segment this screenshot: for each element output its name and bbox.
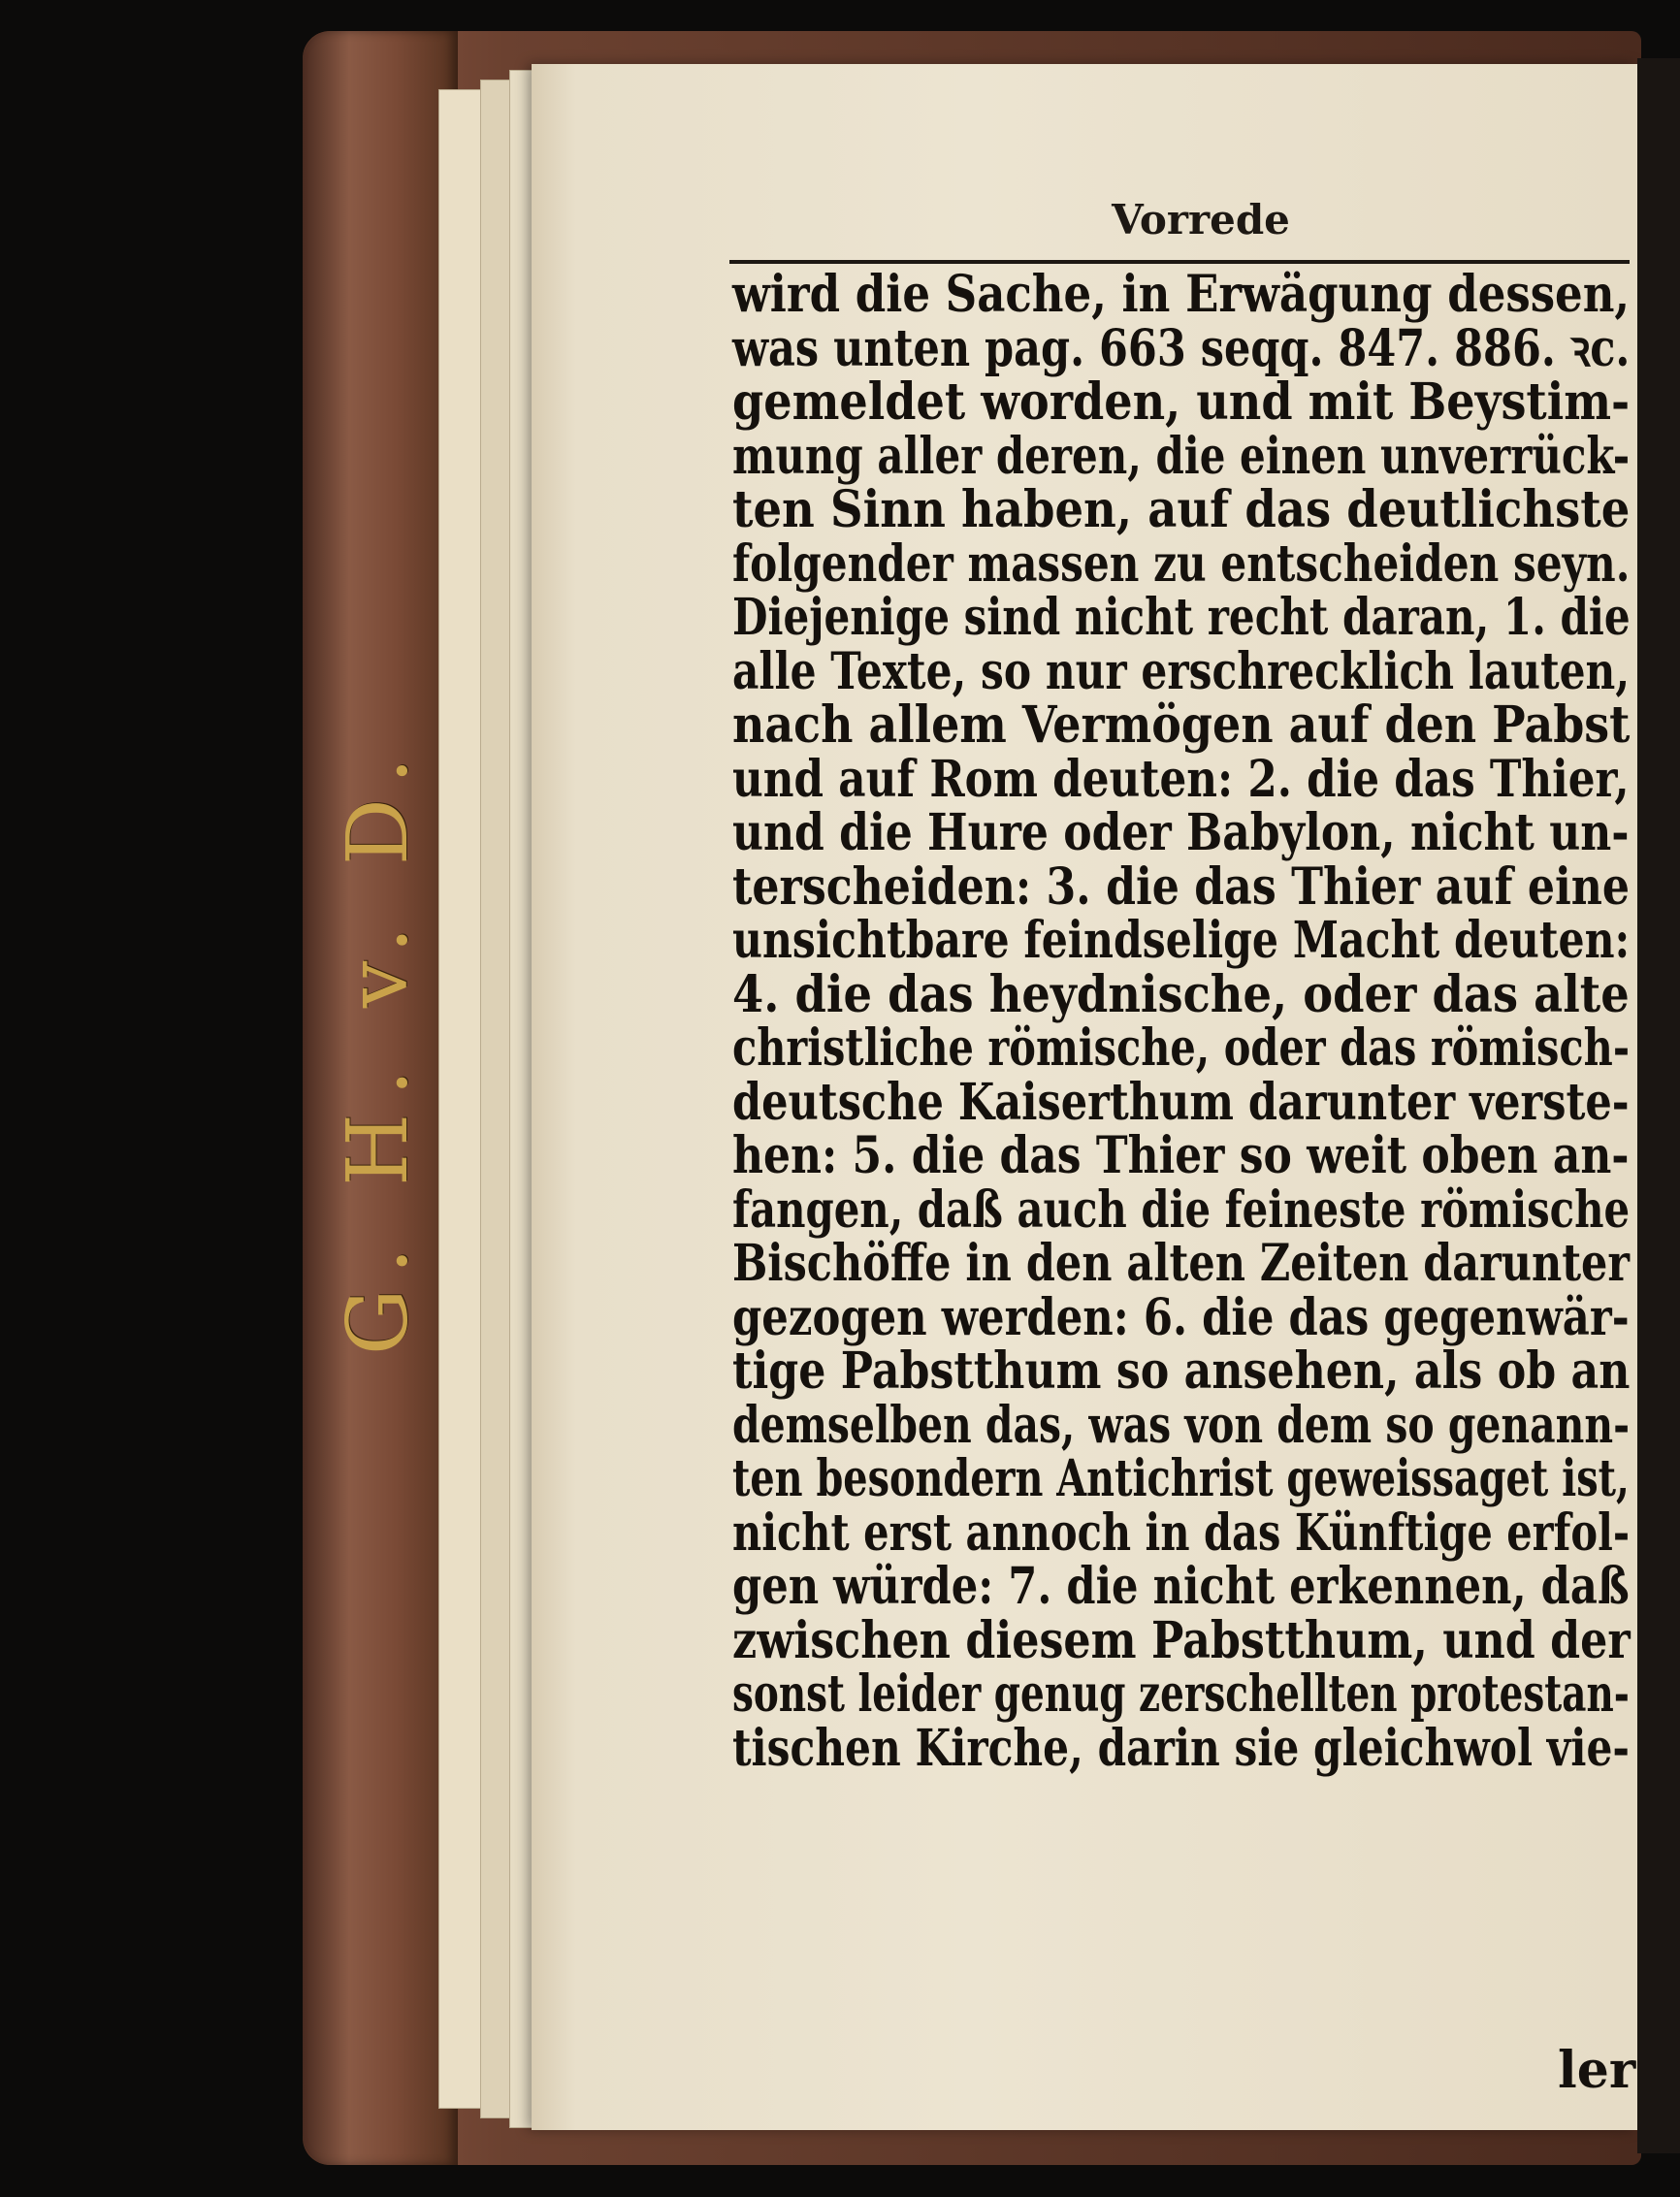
head-rule (729, 260, 1630, 264)
page-body (732, 265, 1636, 2033)
running-head: Vorrede (1112, 196, 1290, 243)
text-line: wird die Sache, in Erwägung dessen, (732, 265, 1631, 324)
text-line: was unten pag. 663 seqq. 847. 886. ꝛc. (732, 318, 1631, 378)
text-line: alle Texte, so nur erschrecklich lauten, (732, 641, 1631, 701)
text-line: gezogen werden: 6. die das gegenwär- (732, 1287, 1630, 1347)
spine-initials (315, 739, 441, 1356)
text-line: deutsche Kaiserthum darunter verste- (732, 1072, 1630, 1132)
text-line: und die Hure oder Babylon, nicht un- (732, 803, 1630, 862)
text-line: tige Pabstthum so ansehen, als ob an (732, 1341, 1631, 1401)
text-line: Bischöffe in den alten Zeiten darunter (732, 1234, 1631, 1293)
text-line: ten Sinn haben, auf das deutlichste (732, 480, 1631, 539)
text-line: sonst leider genug zerschellten protestan- (732, 1664, 1630, 1724)
text-line: folgender massen zu entscheiden seyn. (732, 533, 1631, 594)
text-line: Diejenige sind nicht recht daran, 1. die (732, 588, 1631, 647)
text-line: ten besondern Antichrist geweissaget ist, (732, 1449, 1630, 1508)
text-line: gemeldet worden, und mit Beystim- (732, 372, 1631, 432)
text-line: mung aller deren, die einen unverrück- (732, 426, 1631, 486)
text-line: fangen, daß auch die feineste römische (732, 1179, 1631, 1240)
text-line: nach allem Vermögen auf den Pabst (732, 695, 1631, 755)
text-line: 4. die das heydnische, oder das alte (732, 964, 1630, 1024)
text-line: zwischen diesem Pabstthum, und der (732, 1610, 1631, 1670)
text-line: nicht erst annoch in das Künftige erfol- (732, 1502, 1631, 1563)
text-line: tischen Kirche, darin sie gleichwol vie- (732, 1718, 1630, 1778)
spine-initials-text: G. H. v. D. (330, 739, 428, 1356)
text-line: christliche römische, oder das römisch- (732, 1018, 1631, 1078)
facing-page-shadow (1637, 58, 1680, 2153)
text-line: gen würde: 7. die nicht erkennen, daß (732, 1557, 1630, 1616)
text-line: und auf Rom deuten: 2. die das Thier, (732, 749, 1630, 809)
catchword: ler (1558, 2041, 1636, 2100)
text-line: demselben das, was von dem so genann- (732, 1395, 1631, 1455)
text-line: unsichtbare feindselige Macht deuten: (732, 911, 1631, 970)
text-line: terscheiden: 3. die das Thier auf eine (732, 856, 1631, 917)
text-line: hen: 5. die das Thier so weit oben an- (732, 1126, 1630, 1185)
